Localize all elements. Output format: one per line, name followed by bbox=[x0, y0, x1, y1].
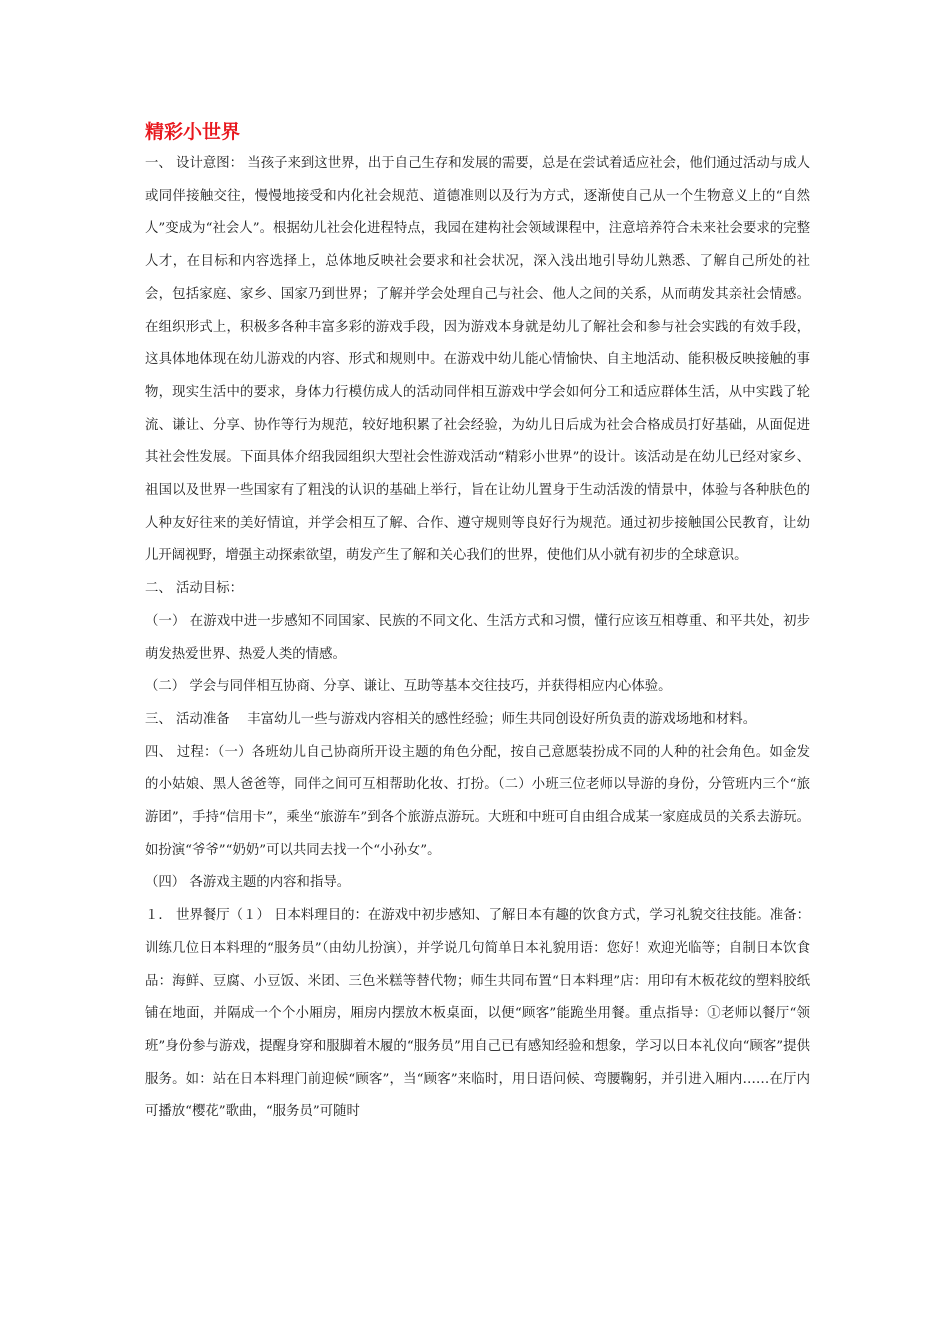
paragraph-preparation: 三、 活动准备 丰富幼儿一些与游戏内容相关的感性经验；师生共同创设好所负责的游戏场地和材料。 bbox=[145, 711, 757, 727]
paragraph-world-restaurant: １． 世界餐厅（１） 日本料理目的：在游戏中初步感知、了解日本有趣的饮食方式，学习礼貌交往技能。准备：训练几位日本料理的“服务员”（由幼儿扮演），并学说几句简单日本礼貌用语：您好！欢迎光临等；自制日本饮食品：海鲜、豆腐、小豆饭、米团、三色米糕等替代物；师生共同布置“日本料理”店：用印有木板花纹的塑料胶纸铺在地面，并隔成一个个小厢房，厢房内摆放木板桌面，以便“顾客”能跪坐用餐。重点指导：①老师以餐厅“领班”身份参与游戏，提醒身穿和服脚着木履的“服务员”用自己已有感知经验和想象，学习以日本礼仪向“顾客”提供服务。如：站在日本料理门前迎候“顾客”，当“顾客”来临时，用日语问候、弯腰鞠躬，并引进入厢内……在厅内可播放“樱花”歌曲，“服务员”可随时 bbox=[145, 908, 810, 1120]
document-title: 精彩小世界 bbox=[145, 121, 241, 143]
document-page bbox=[145, 118, 810, 1129]
paragraph-game-topics-heading: （四） 各游戏主题的内容和指导。 bbox=[145, 875, 351, 891]
paragraph-goals-heading: 二、 活动目标： bbox=[145, 581, 243, 597]
paragraph-goal-1: （一） 在游戏中进一步感知不同国家、民族的不同文化、生活方式和习惯，懂行应该互相尊重、和平共处，初步萌发热爱世界、热爱人类的情感。 bbox=[145, 613, 810, 662]
paragraph-goal-2: （二） 学会与同伴相互协商、分享、谦让、互助等基本交往技巧，并获得相应内心体验。 bbox=[145, 679, 672, 695]
paragraph-design-intent: 一、 设计意图： 当孩子来到这世界，出于自己生存和发展的需要，总是在尝试着适应社会，他们通过活动与成人或同伴接触交往，慢慢地接受和内化社会规范、道德准则以及行为方式，逐渐使自己从一个生物意义上的“自然人”变成为“社会人”。根据幼儿社会化进程特点，我园在建构社会领域课程中，注意培养符合未来社会要求的完整人才，在目标和内容选择上，总体地反映社会要求和社会状况，深入浅出地引导幼儿熟悉、了解自己所处的社会，包括家庭、家乡、国家乃到世界；了解并学会处理自己与社会、他人之间的关系，从而萌发其亲社会情感。在组织形式上，积极多各种丰富多彩的游戏手段，因为游戏本身就是幼儿了解社会和参与社会实践的有效手段，这具体地体现在幼儿游戏的内容、形式和规则中。在游戏中幼儿能心情愉快、自主地活动、能积极反映接触的事物，现实生活中的要求，身体力行模仿成人的活动同伴相互游戏中学会如何分工和适应群体生活，从中实践了轮流、谦让、分享、协作等行为规范，较好地积累了社会经验，为幼儿日后成为社会合格成员打好基础，从面促进其社会性发展。下面具体介绍我园组织大型社会性游戏活动“精彩小世界”的设计。该活动是在幼儿已经对家乡、祖国以及世界一些国家有了粗浅的认识的基础上举行，旨在让幼儿置身于生动活泼的情景中，体验与各种肤色的人种友好往来的美好情谊，并学会相互了解、合作、遵守规则等良好行为规范。通过初步接触国公民教育，让幼儿开阔视野，增强主动探索欲望，萌发产生了解和关心我们的世界，使他们从小就有初步的全球意识。 bbox=[145, 156, 810, 564]
paragraph-process: 四、 过程：（一）各班幼儿自己协商所开设主题的角色分配，按自己意愿装扮成不同的人种的社会角色。如金发的小姑娘、黑人爸爸等，同伴之间可互相帮助化妆、打扮。（二）小班三位老师以导游的身份，分管班内三个“旅游团”，手持“信用卡”，乘坐“旅游车”到各个旅游点游玩。大班和中班可自由组合成某一家庭成员的关系去游玩。如扮演“爷爷”“奶奶”可以共同去找一个“小孙女”。 bbox=[145, 744, 810, 858]
